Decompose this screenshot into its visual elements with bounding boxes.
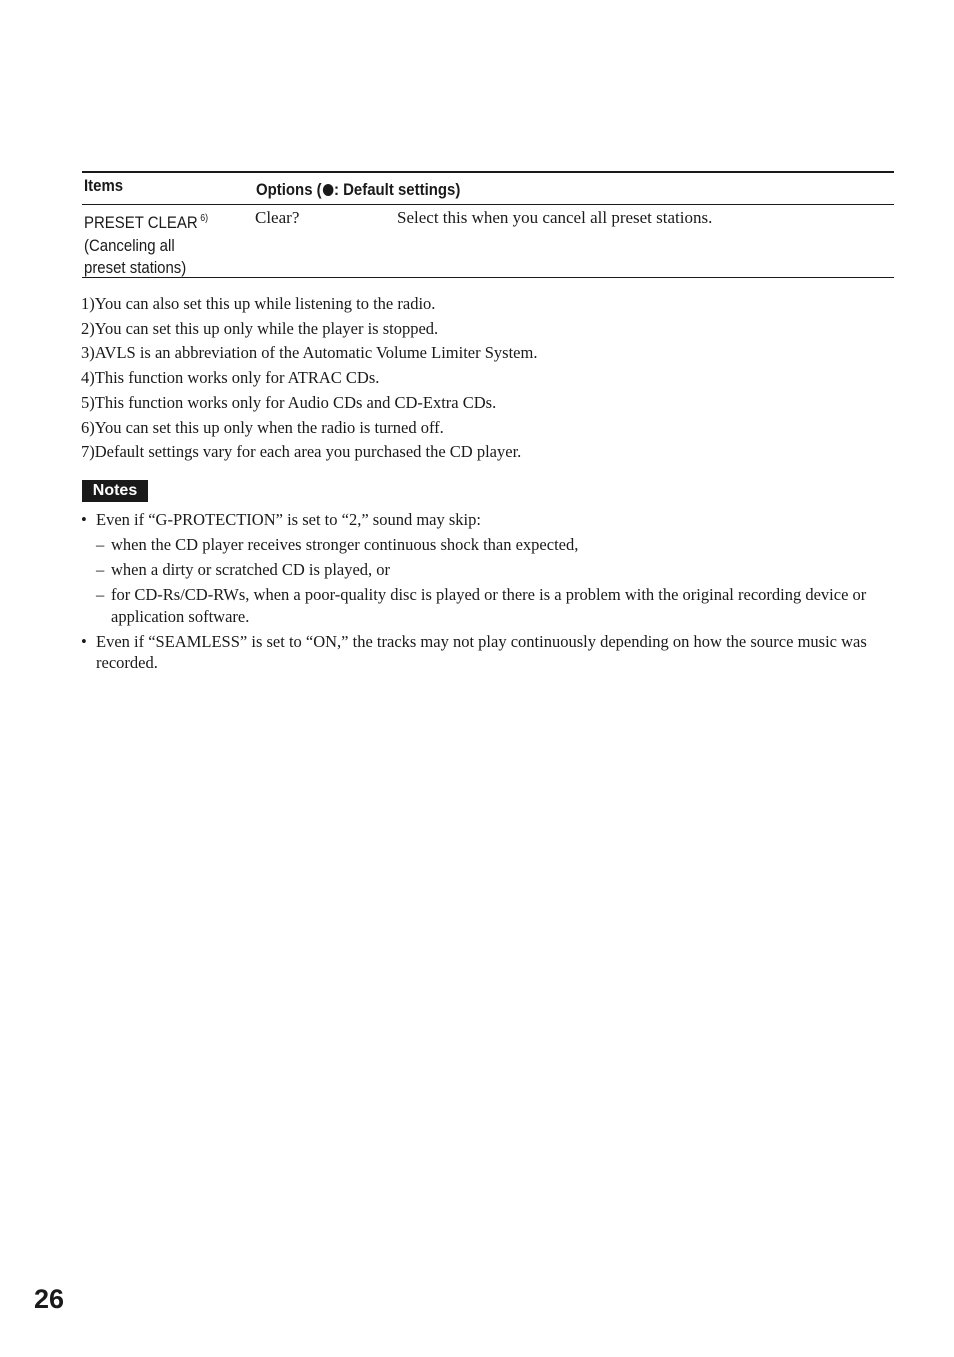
note-subitem xyxy=(81,559,871,581)
notes-section xyxy=(81,509,871,677)
bullet-icon: • xyxy=(81,510,87,529)
item-name-text: PRESET CLEAR xyxy=(84,213,198,232)
note-subitem-text: when the CD player receives stronger continuous shock than expected, xyxy=(111,535,579,554)
header-options xyxy=(256,180,488,200)
footnote-list xyxy=(81,292,901,465)
footnote-item: 6)You can set this up only when the radio is turned off. xyxy=(81,417,444,437)
footnote-item: 5)This function works only for Audio CDs and CD-Extra CDs. xyxy=(81,392,497,412)
dash-icon: – xyxy=(96,535,105,554)
note-subitem-text: when a dirty or scratched CD is played, or xyxy=(111,560,391,579)
header-options-prefix: Options ( xyxy=(256,180,322,199)
table-header-rule xyxy=(82,204,894,205)
default-setting-dot-icon xyxy=(323,184,334,196)
row-option-cell: Clear? xyxy=(255,208,300,227)
footnote-item: 2)You can set this up only while the player is stopped. xyxy=(81,318,439,338)
item-desc-line1: (Canceling all xyxy=(84,235,175,255)
table-top-rule xyxy=(82,171,894,173)
footnote-item: 4)This function works only for ATRAC CDs. xyxy=(81,368,380,388)
header-options-label xyxy=(256,180,460,200)
note-text: Even if “G-PROTECTION” is set to “2,” sound may skip: xyxy=(96,510,481,529)
header-items xyxy=(84,176,128,196)
dash-icon: – xyxy=(96,560,105,579)
item-name xyxy=(84,208,208,235)
note-subitem xyxy=(81,534,871,556)
page-number: 26 xyxy=(34,1284,65,1314)
dash-icon: – xyxy=(96,585,105,604)
footnote-item: 1)You can also set this up while listening to the radio. xyxy=(81,294,436,313)
note-subitem xyxy=(81,584,871,627)
footnote-item: 3)AVLS is an abbreviation of the Automatic Volume Limiter System. xyxy=(81,343,538,363)
row-description-cell: Select this when you cancel all preset stations. xyxy=(397,208,713,227)
header-items-label: Items xyxy=(84,176,124,195)
row-item-cell xyxy=(84,208,225,280)
note-item xyxy=(81,631,871,674)
note-subitem-text: for CD-Rs/CD-RWs, when a poor-quality disc is played or there is a problem with the original recording device or application software. xyxy=(111,585,867,626)
table-bottom-rule xyxy=(82,277,894,278)
item-desc-line2: preset stations) xyxy=(84,258,187,277)
bullet-icon: • xyxy=(81,631,87,651)
item-footnote-ref: 6) xyxy=(200,213,209,224)
note-item xyxy=(81,509,871,531)
footnote-item: 7)Default settings vary for each area you purchased the CD player. xyxy=(81,442,522,462)
header-options-suffix: : Default settings) xyxy=(333,180,461,199)
note-text: Even if “SEAMLESS” is set to “ON,” the tracks may not play continuously depending on how the source music was recorded. xyxy=(96,631,867,672)
notes-badge: Notes xyxy=(82,480,148,502)
